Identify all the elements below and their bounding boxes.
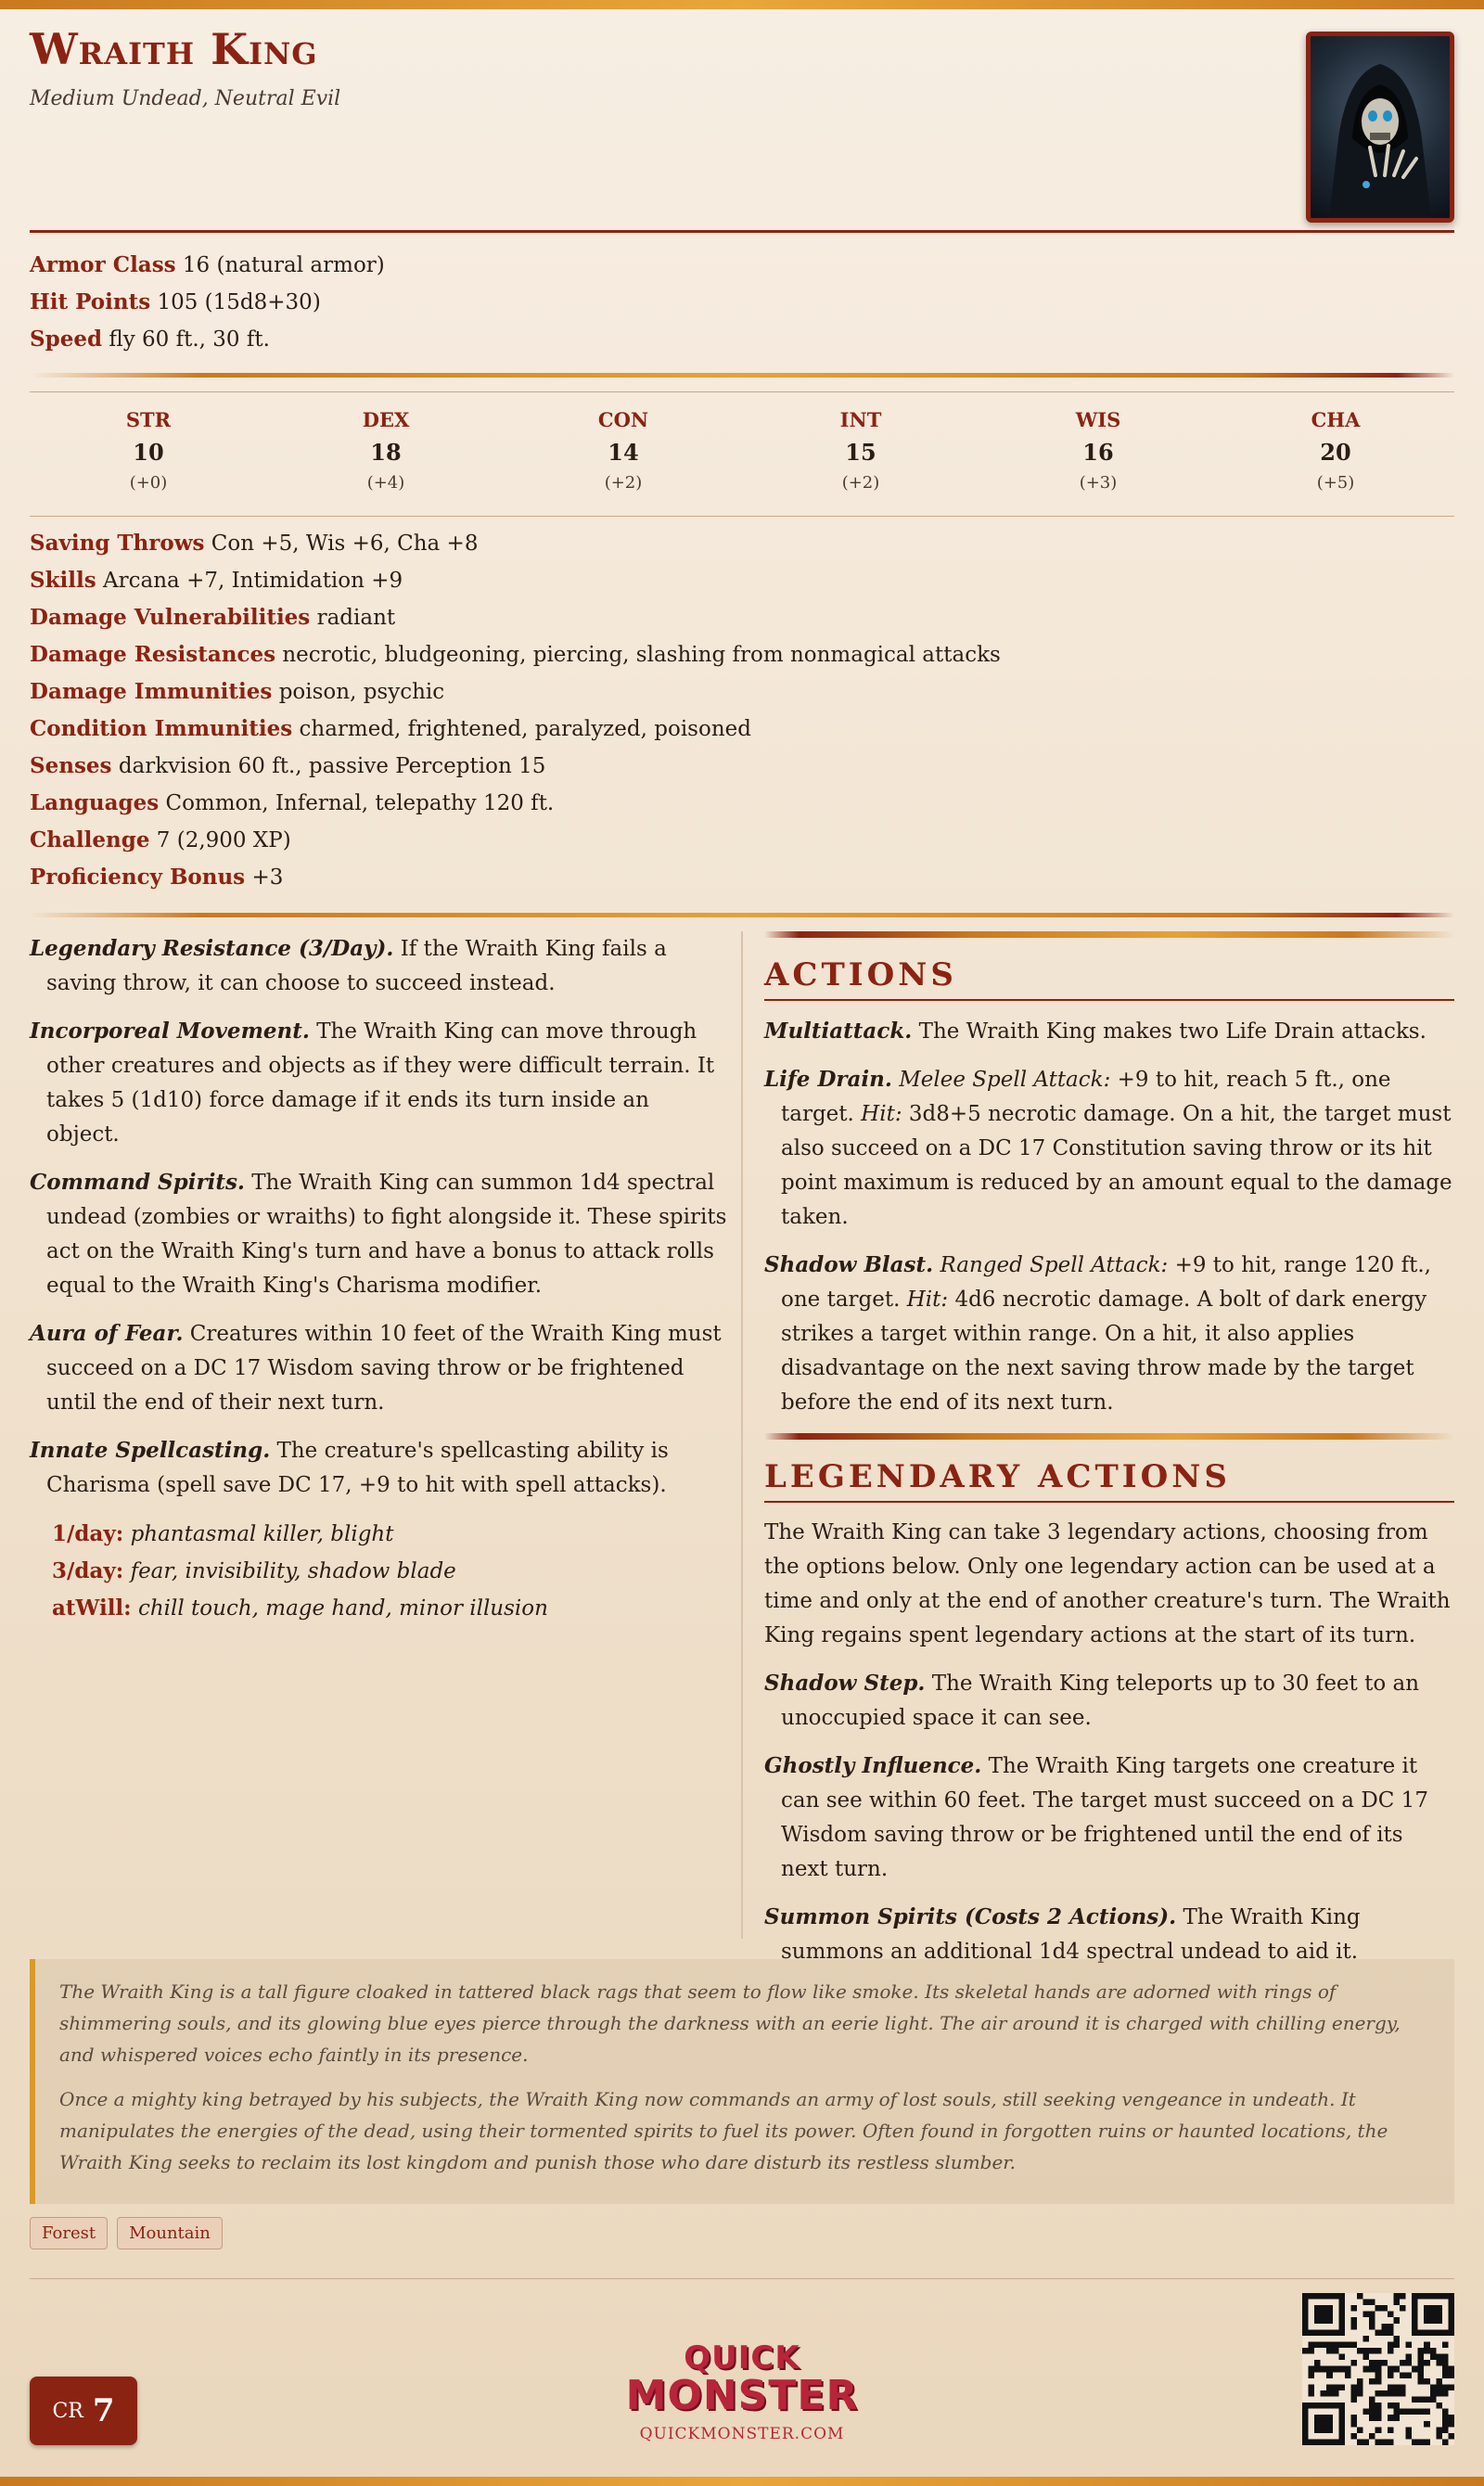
spell-row: atWill: chill touch, mage hand, minor illusion [52,1595,548,1621]
condition-immunities: Condition Immunities charmed, frightened, paralyzed, poisoned [30,716,751,741]
bottom-accent-bar [0,2477,1484,2486]
two-column-body [30,931,1454,1964]
monster-name: Wraith King [30,24,318,74]
monster-type: Medium Undead, Neutral Evil [30,87,341,110]
ability-cha: CHA 20 (+5) [1311,408,1361,493]
challenge: Challenge 7 (2,900 XP) [30,827,291,852]
tag-mountain[interactable]: Mountain [117,2217,223,2249]
trait-innate-spellcasting: Innate Spellcasting. The creature's spellcasting ability is Charisma (spell save DC 17, +9 to hit with spell attacks). [30,1438,669,1497]
ability-scores [30,404,1454,506]
damage-immunities: Damage Immunities poison, psychic [30,679,445,704]
site-url[interactable]: QUICKMONSTER.COM [639,2425,845,2443]
legendary-intro: The Wraith King can take 3 legendary actions, choosing from the options below. Only one legendary action can be used at a time and only at the end of another creature's turn. The Wraith King regains spent legendary actions at the start of its turn. [764,1520,1451,1647]
speed: Speed fly 60 ft., 30 ft. [30,327,270,352]
basic-stats [30,247,385,358]
action-multiattack: Multiattack. The Wraith King makes two Life Drain attacks. [764,1019,1426,1044]
environment-tags [30,2217,223,2249]
trait-command-spirits: Command Spirits. The Wraith King can summon 1d4 spectral undead (zombies or wraiths) to fight alongside it. These spirits act on the Wraith King's turn and have a bonus to attack rolls equal to the Wraith King's Charisma modifier. [30,1170,727,1298]
legendary-top-bar [764,1433,1454,1440]
trait-legendary-resistance: Legendary Resistance (3/Day). If the Wraith King fails a saving throw, it can choose to succeed instead. [30,936,667,995]
lore-box [30,1959,1454,2204]
column-divider [741,931,743,1939]
logo-line-1: QUICK [684,2339,800,2377]
trait-incorporeal-movement: Incorporeal Movement. The Wraith King can move through other creatures and objects as if they were difficult terrain. It takes 5 (1d10) force damage if it ends its turn inside an object. [30,1019,715,1147]
traits-column [30,931,727,1627]
trait-aura-of-fear: Aura of Fear. Creatures within 10 feet of the Wraith King must succeed on a DC 17 Wisdom saving throw or be frightened until the end of their next turn. [30,1321,722,1415]
damage-vulnerabilities: Damage Vulnerabilities radiant [30,605,396,630]
logo-line-2: MONSTER [625,2372,859,2419]
actions-top-bar [764,931,1454,938]
ability-str: STR 10 (+0) [125,408,172,493]
footer-divider [30,2278,1454,2279]
abilities-top-rule [30,391,1454,392]
legendary-ghostly-influence: Ghostly Influence. The Wraith King targets one creature it can see within 60 feet. The target must succeed on a DC 17 Wisdom saving throw or be frightened until the end of its next turn. [764,1753,1428,1881]
damage-resistances: Damage Resistances necrotic, bludgeoning, piercing, slashing from nonmagical attacks [30,642,1001,667]
lore-description: The Wraith King is a tall figure cloaked in tattered black rags that seem to flow like smoke. Its skeletal hands are adorned with rings of shimmering souls, and its glowing blue eyes pierce through the darkness with an eerie light. The air around it is charged with chilling energy, and whispered voices echo faintly in its presence. [59,1980,1401,2066]
header [30,0,1454,234]
legendary-heading: LEGENDARY ACTIONS [764,1458,1454,1503]
skills: Skills Arcana +7, Intimidation +9 [30,568,403,593]
cr-badge: CR 7 [30,2377,137,2445]
senses: Senses darkvision 60 ft., passive Perception 15 [30,753,546,778]
stat-block [30,0,1454,2443]
ability-dex: DEX 18 (+4) [362,408,410,493]
hit-points: Hit Points 105 (15d8+30) [30,289,321,314]
header-divider [30,230,1454,233]
ability-int: INT 15 (+2) [839,408,882,493]
section-divider [30,373,1454,378]
section-divider [30,913,1454,917]
legendary-summon-spirits: Summon Spirits (Costs 2 Actions). The Wraith King summons an additional 1d4 spectral undead to aid it. [764,1904,1361,1964]
abilities-bottom-rule [30,516,1454,517]
action-life-drain: Life Drain. Melee Spell Attack: +9 to hit, reach 5 ft., one target. Hit: 3d8+5 necrotic damage. On a hit, the target must also succeed on a DC 17 Constitution saving throw or its hit point maximum is reduced by an amount equal to the damage taken. [764,1067,1452,1229]
monster-portrait[interactable] [1306,32,1454,223]
ability-con: CON 14 (+2) [597,408,649,493]
qr-code-icon[interactable] [1302,2293,1454,2445]
languages: Languages Common, Infernal, telepathy 120 ft. [30,790,555,815]
spell-row: 3/day: fear, invisibility, shadow blade [52,1558,456,1583]
actions-column [764,931,1454,1982]
quick-monster-logo[interactable] [620,2341,864,2443]
actions-heading: ACTIONS [764,956,1454,1001]
ability-wis: WIS 16 (+3) [1075,408,1121,493]
tag-forest[interactable]: Forest [30,2217,108,2249]
action-shadow-blast: Shadow Blast. Ranged Spell Attack: +9 to hit, range 120 ft., one target. Hit: 4d6 necrotic damage. A bolt of dark energy strikes a target within range. On a hit, it also applies disadvantage on the next saving throw made by the target before the end of its next turn. [764,1252,1431,1415]
proficiency-bonus: Proficiency Bonus +3 [30,865,284,890]
spell-list [30,1516,727,1627]
lore-history: Once a mighty king betrayed by his subjects, the Wraith King now commands an army of lost souls, still seeking vengeance in undeath. It manipulates the energies of the dead, using their tormented spirits to fuel its power. Often found in forgotten ruins or haunted locations, the Wraith King seeks to reclaim its lost kingdom and punish those who dare disturb its restless slumber. [59,2088,1388,2173]
armor-class: Armor Class 16 (natural armor) [30,252,385,277]
legendary-shadow-step: Shadow Step. The Wraith King teleports up to 30 feet to an unoccupied space it can see. [764,1671,1420,1730]
saving-throws: Saving Throws Con +5, Wis +6, Cha +8 [30,531,479,556]
wraith-portrait-image [1311,36,1450,218]
spell-row: 1/day: phantasmal killer, blight [52,1521,394,1546]
detail-stats [30,525,1001,896]
